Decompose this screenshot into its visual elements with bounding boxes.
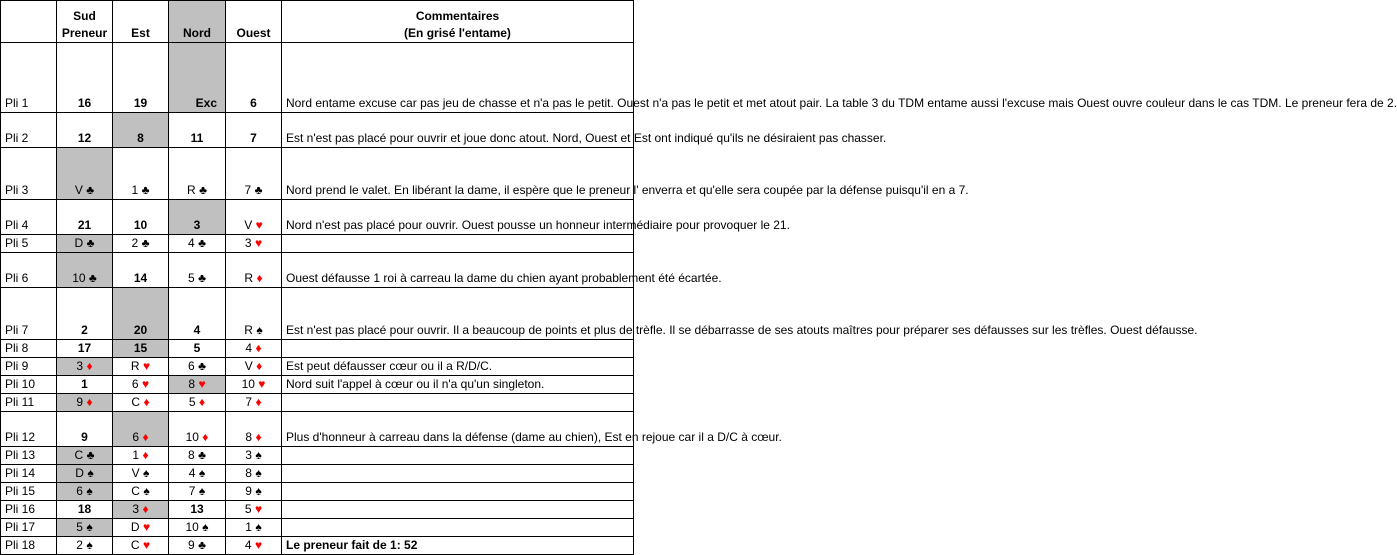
card-value: 3 [76,359,84,373]
diamond-icon: ♦ [142,430,149,444]
table-row [1,483,634,501]
heart-icon: ♥ [255,218,263,232]
card-value: 16 [77,96,92,110]
card-cell-ouest [226,253,282,288]
card-cell-nord [169,519,226,537]
table-row [1,43,634,113]
table-row [1,200,634,235]
card-cell-ouest [226,483,282,501]
card-value: 9 [76,395,84,409]
card-value: 7 [188,484,196,498]
spade-icon: ♠ [143,484,150,498]
card-value: 21 [77,218,92,232]
trick-label: Pli 14 [1,465,57,483]
card-cell-nord [169,483,226,501]
table-row [1,447,634,465]
comment-cell [282,501,634,519]
card-cell-nord [169,235,226,253]
card-value: 14 [133,271,148,285]
card-cell-est [113,501,169,519]
card-value: C [130,538,140,552]
comment-cell: Est n'est pas placé pour ouvrir et joue donc atout. Nord, Ouest et Est ont indiqué qu'ils ne désiraient pas chasser. [282,113,634,148]
trick-label: Pli 7 [1,288,57,340]
diamond-icon: ♦ [255,341,262,355]
trick-label: Pli 3 [1,148,57,200]
card-cell-est [113,447,169,465]
trick-label: Pli 10 [1,376,57,394]
card-value: 3 [132,502,140,516]
trick-label: Pli 12 [1,412,57,447]
comment-cell: Est n'est pas placé pour ouvrir. Il a beaucoup de points et plus de trèfle. Il se débarrasse de ses atouts maîtres pour préparer ses défausses sur les trèfles. Ouest défausse. [282,288,634,340]
spade-icon: ♠ [87,466,94,480]
card-value: 8 [245,466,252,480]
club-icon: ♣ [198,271,206,285]
card-value: 20 [133,323,148,337]
table-row [1,412,634,447]
card-cell-est [113,200,169,235]
trick-label: Pli 4 [1,200,57,235]
comment-cell: Plus d'honneur à carreau dans la défense (dame au chien), Est en rejoue car il a D/C à cœur. [282,412,634,447]
spade-icon: ♠ [86,520,93,534]
card-cell-ouest [226,519,282,537]
spade-icon: ♠ [142,466,150,480]
trick-label: Pli 2 [1,113,57,148]
header-nord [169,1,226,43]
club-icon: ♣ [198,448,206,462]
header-nord-text: Nord [183,26,211,40]
table-row [1,235,634,253]
card-value: 11 [190,131,204,145]
trick-label: Pli 11 [1,394,57,412]
card-value: R [187,183,196,197]
header-est [113,1,169,43]
card-value: 2 [81,323,88,337]
card-cell-sud [57,43,113,113]
diamond-icon: ♦ [86,395,93,409]
card-value: 9 [81,430,88,444]
comment-cell [282,519,634,537]
heart-icon: ♥ [254,502,263,516]
card-cell-nord [169,148,226,200]
card-cell-sud [57,376,113,394]
card-cell-nord [169,447,226,465]
card-value: 9 [245,484,252,498]
card-value: 8 [137,131,144,145]
card-value: 7 [244,183,252,197]
card-value: 8 [245,430,253,444]
card-cell-sud [57,465,113,483]
comment-cell: Nord n'est pas placé pour ouvrir. Ouest pousse un honneur intermédiaire pour provoquer le 21. [282,200,634,235]
card-cell-nord [169,376,226,394]
card-value: 9 [188,538,195,552]
heart-icon: ♥ [142,359,151,373]
card-value: 5 [188,271,195,285]
card-cell-ouest [226,394,282,412]
card-value: 5 [244,502,252,516]
card-value: V [244,218,253,232]
comment-cell [282,340,634,358]
card-value: V [74,183,83,197]
club-icon: ♣ [198,359,206,373]
card-value: R [130,359,140,373]
card-value: C [131,484,140,498]
card-cell-est [113,253,169,288]
card-cell-ouest [226,113,282,148]
table-row [1,519,634,537]
card-cell-ouest [226,148,282,200]
card-cell-sud [57,253,113,288]
card-value: 15 [133,341,148,355]
card-value: 10 [241,377,255,391]
card-cell-ouest [226,376,282,394]
card-cell-nord [169,412,226,447]
header-empty-cell [1,1,57,43]
card-cell-sud [57,483,113,501]
card-cell-nord [169,465,226,483]
card-value: V [131,466,140,480]
card-cell-est [113,43,169,113]
diamond-icon: ♦ [255,395,262,409]
club-icon: ♣ [198,236,206,250]
table-row [1,113,634,148]
table-row [1,358,634,376]
heart-icon: ♥ [254,538,263,552]
card-value: R [244,323,253,337]
card-value: 2 [76,538,83,552]
diamond-icon: ♦ [143,395,150,409]
diamond-icon: ♦ [142,448,149,462]
card-cell-est [113,340,169,358]
card-value: 4 [193,323,201,337]
card-cell-ouest [226,200,282,235]
card-cell-nord [169,253,226,288]
club-icon: ♣ [88,271,97,285]
card-value: 18 [77,502,92,516]
card-value: C [131,395,141,409]
comment-cell [282,447,634,465]
trick-label: Pli 6 [1,253,57,288]
card-cell-ouest [226,447,282,465]
club-icon: ♣ [254,183,263,197]
spade-icon: ♠ [86,538,93,552]
trick-label: Pli 15 [1,483,57,501]
card-value: 6 [188,359,195,373]
comment-cell: Est peut défausser cœur ou il a R/D/C. [282,358,634,376]
card-cell-sud [57,288,113,340]
card-value: 1 [81,377,88,391]
card-value: 7 [250,131,257,145]
card-cell-ouest [226,412,282,447]
card-value: C [74,448,84,462]
trick-label: Pli 8 [1,340,57,358]
comment-cell [282,483,634,501]
card-cell-nord [169,340,226,358]
header-comments-text: Commentaires (En grisé l'entame) [404,9,511,40]
club-icon: ♣ [198,538,206,552]
diamond-icon: ♦ [198,395,206,409]
card-value: 3 [244,236,252,250]
heart-icon: ♥ [254,236,263,250]
spade-icon: ♠ [198,484,206,498]
card-value: 4 [245,341,253,355]
trick-label: Pli 1 [1,43,57,113]
comment-cell: Nord suit l'appel à cœur ou il n'a qu'un singleton. [282,376,634,394]
card-value: 10 [185,520,199,534]
card-cell-sud [57,447,113,465]
card-cell-ouest [226,288,282,340]
card-value: D [75,466,84,480]
trick-label: Pli 17 [1,519,57,537]
comment-cell: Ouest défausse 1 roi à carreau la dame du chien ayant probablement été écartée. [282,253,634,288]
table-row [1,501,634,519]
card-cell-est [113,483,169,501]
card-value: 10 [72,271,86,285]
table-row [1,465,634,483]
card-value: 6 [76,484,83,498]
card-cell-sud [57,200,113,235]
card-value: R [244,271,254,285]
spade-icon: ♠ [86,484,93,498]
card-cell-est [113,465,169,483]
header-ouest [226,1,282,43]
card-cell-ouest [226,43,282,113]
table-row [1,340,634,358]
diamond-icon: ♦ [142,502,149,516]
card-cell-sud [57,235,113,253]
trick-label: Pli 16 [1,501,57,519]
comment-cell: Nord prend le valet. En libérant la dame, il espère que le preneur l' enverra et qu'elle sera coupée par la défense puisqu'il en a 7. [282,148,634,200]
card-value: 8 [188,377,196,391]
card-value: 19 [133,96,148,110]
comment-cell: Nord entame excuse car pas jeu de chasse et n'a pas le petit. Ouest n'a pas le petit et met atout pair. La table 3 du TDM entame aussi l'excuse mais Ouest ouvre couleur dans le cas TDM. Le preneur fera de 2. [282,43,634,113]
card-value: 1 [245,520,252,534]
card-value: 6 [131,377,139,391]
spade-icon: ♠ [198,466,206,480]
header-row [1,1,634,43]
card-cell-est [113,113,169,148]
club-icon: ♣ [86,183,95,197]
trick-label: Pli 9 [1,358,57,376]
trick-label: Pli 13 [1,447,57,465]
heart-icon: ♥ [198,377,206,391]
card-cell-sud [57,537,113,555]
comment-cell [282,394,634,412]
diamond-icon: ♦ [255,430,262,444]
heart-icon: ♥ [258,377,266,391]
card-cell-nord [169,200,226,235]
card-cell-sud [57,340,113,358]
card-value: 6 [250,96,257,110]
club-icon: ♣ [141,236,150,250]
card-cell-est [113,537,169,555]
card-value: D [130,520,140,534]
card-cell-ouest [226,235,282,253]
card-value: V [244,359,253,373]
card-value: 10 [133,218,148,232]
table-row [1,148,634,200]
card-cell-ouest [226,340,282,358]
card-cell-sud [57,519,113,537]
card-cell-nord [169,394,226,412]
card-value: 1 [132,448,140,462]
card-cell-est [113,412,169,447]
card-value: 4 [244,538,252,552]
card-value: 12 [77,131,92,145]
card-cell-nord [169,113,226,148]
card-cell-sud [57,394,113,412]
card-cell-ouest [226,501,282,519]
card-value: 5 [76,520,83,534]
table-row [1,253,634,288]
spade-icon: ♠ [255,448,262,462]
card-cell-sud [57,113,113,148]
header-est-text: Est [131,26,150,40]
card-cell-ouest [226,537,282,555]
card-value: 7 [245,395,253,409]
card-value: 3 [193,218,201,232]
card-cell-sud [57,148,113,200]
club-icon: ♣ [86,448,95,462]
heart-icon: ♥ [142,538,151,552]
card-value: 2 [131,236,139,250]
club-icon: ♣ [141,183,150,197]
card-cell-est [113,376,169,394]
card-value: 8 [188,448,195,462]
table-row [1,537,634,555]
card-cell-ouest [226,465,282,483]
card-cell-est [113,235,169,253]
spade-icon: ♠ [255,484,262,498]
header-comments [282,1,634,43]
card-cell-est [113,148,169,200]
card-cell-sud [57,412,113,447]
club-icon: ♣ [86,236,95,250]
card-value: 5 [188,395,196,409]
header-ouest-text: Ouest [236,26,271,40]
heart-icon: ♥ [141,377,150,391]
card-cell-nord [169,501,226,519]
card-cell-nord [169,358,226,376]
spade-icon: ♠ [255,520,262,534]
diamond-icon: ♦ [202,430,209,444]
card-cell-sud [57,358,113,376]
header-sud [57,1,113,43]
card-cell-est [113,288,169,340]
table-row [1,288,634,340]
comment-cell [282,465,634,483]
card-value: 4 [188,236,195,250]
diamond-icon: ♦ [256,359,263,373]
card-value: 6 [132,430,140,444]
table-row [1,394,634,412]
trick-label: Pli 5 [1,235,57,253]
card-value: D [74,236,84,250]
card-value: 5 [193,341,201,355]
comment-cell: Le preneur fait de 1: 52 [282,537,634,555]
spade-icon: ♠ [255,466,262,480]
card-cell-est [113,358,169,376]
club-icon: ♣ [199,183,207,197]
card-value: Exc [195,96,217,110]
spade-icon: ♠ [256,323,263,337]
comment-cell [282,235,634,253]
card-cell-nord [169,288,226,340]
card-cell-nord [169,537,226,555]
card-value: 10 [185,430,199,444]
card-cell-sud [57,501,113,519]
card-cell-ouest [226,358,282,376]
card-cell-est [113,394,169,412]
card-value: 1 [131,183,139,197]
trick-label: Pli 18 [1,537,57,555]
card-value: 4 [188,466,196,480]
card-value: 3 [245,448,252,462]
table-row [1,376,634,394]
header-sud-text: Sud Preneur [61,9,108,40]
card-cell-nord [169,43,226,113]
diamond-icon: ♦ [86,359,93,373]
spade-icon: ♠ [202,520,209,534]
card-value: 13 [190,502,204,516]
card-cell-est [113,519,169,537]
diamond-icon: ♦ [256,271,263,285]
heart-icon: ♥ [142,520,151,534]
card-value: 17 [77,341,92,355]
